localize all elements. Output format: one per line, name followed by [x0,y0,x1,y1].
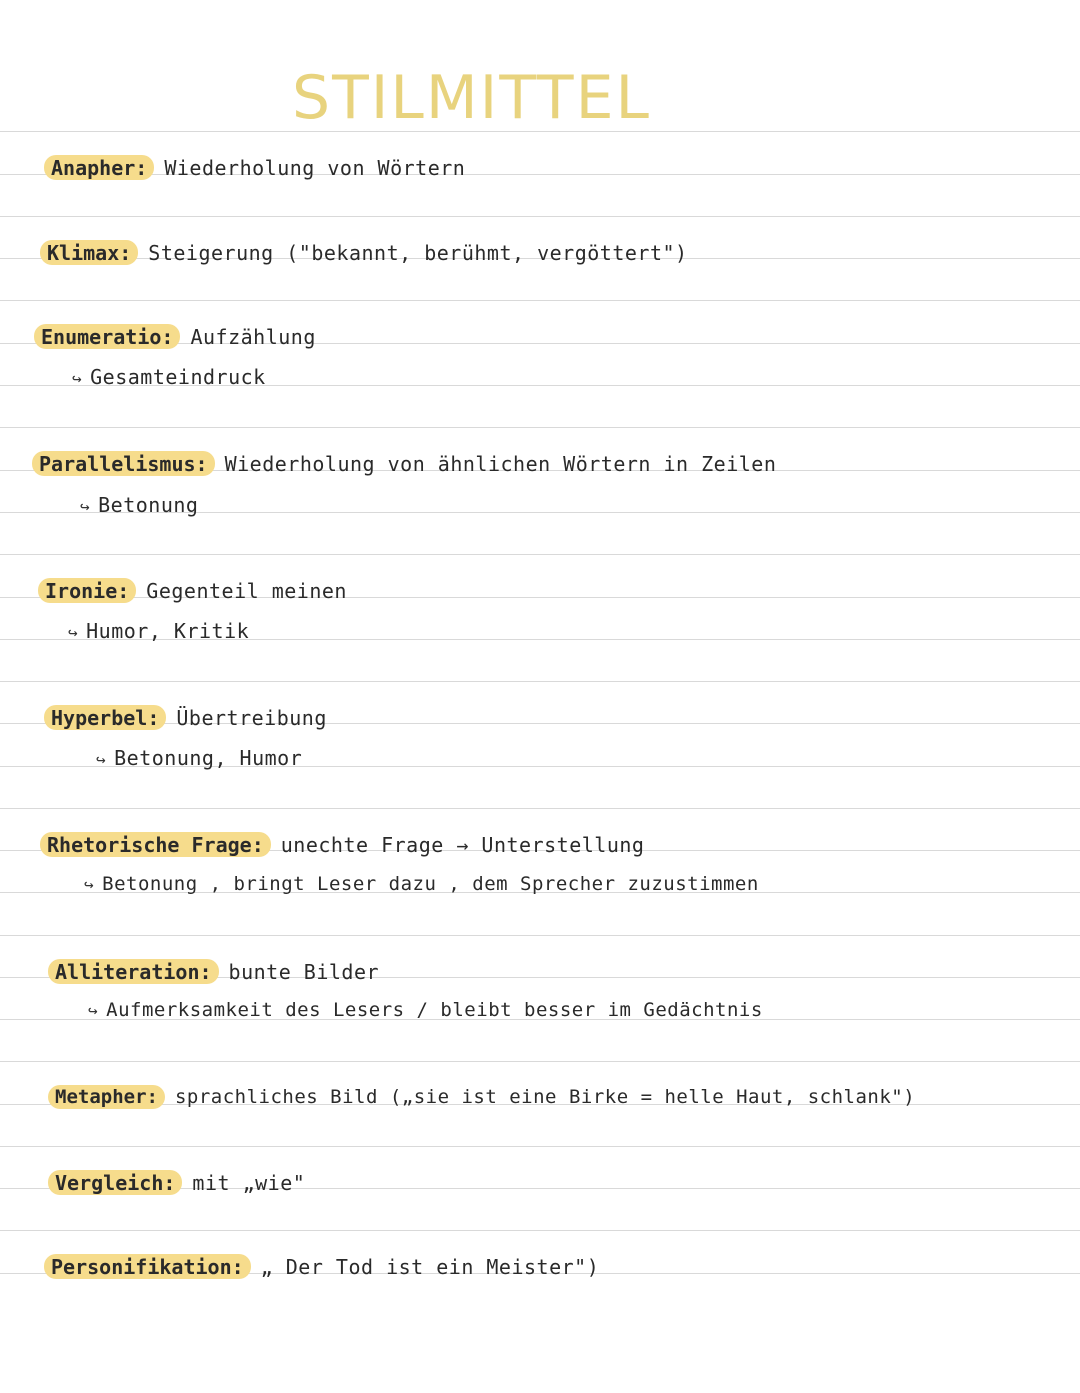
term-definition: bunte Bilder [228,960,380,984]
term-definition: Gegenteil meinen [146,579,347,603]
entry-anapher [44,155,465,180]
entry-ironie [38,578,347,603]
entry-hyperbel [44,705,327,730]
entry-note [84,875,759,894]
entry-personifikation [44,1254,599,1279]
curved-arrow-icon: ↪ [72,369,83,388]
note-text: Gesamteindruck [90,365,266,389]
entry-rhetorische-frage [40,832,644,857]
term-label: Enumeratio: [34,324,180,349]
term-definition: unechte Frage → Unterstellung [280,833,645,857]
ruled-line [0,216,1080,217]
entry-note [80,495,198,515]
term-definition: sprachliches Bild („sie ist eine Birke = helle Haut, schlank") [174,1086,916,1108]
entry-note [96,748,302,768]
note-text: Aufmerksamkeit des Lesers / bleibt besser im Gedächtnis [106,999,763,1021]
curved-arrow-icon: ↪ [84,875,95,894]
entry-note [68,621,249,641]
term-label: Ironie: [38,578,136,603]
term-definition: Aufzählung [190,325,316,349]
term-definition: mit „wie" [192,1171,306,1195]
term-label: Rhetorische Frage: [40,832,271,857]
curved-arrow-icon: ↪ [80,497,91,516]
note-text: Betonung, Humor [114,746,303,770]
term-label: Parallelismus: [32,451,215,476]
curved-arrow-icon: ↪ [68,623,79,642]
term-definition: Steigerung ("bekannt, berühmt, vergöttert") [148,241,688,265]
entry-parallelismus [32,451,776,476]
entry-metapher [48,1085,915,1109]
term-label: Metapher: [48,1085,165,1109]
entry-alliteration [48,959,379,984]
ruled-line [0,1230,1080,1231]
ruled-line [0,300,1080,301]
ruled-line [0,427,1080,428]
term-label: Klimax: [40,240,138,265]
entry-vergleich [48,1170,305,1195]
ruled-line [0,808,1080,809]
term-label: Personifikation: [44,1254,251,1279]
entry-note [72,367,266,387]
term-label: Alliteration: [48,959,219,984]
term-label: Hyperbel: [44,705,166,730]
ruled-line [0,935,1080,936]
page-title: STILMITTEL [292,63,651,133]
entry-klimax [40,240,688,265]
entry-note [88,1001,763,1020]
entry-enumeratio [34,324,316,349]
note-text: Betonung [98,493,199,517]
curved-arrow-icon: ↪ [96,750,107,769]
term-label: Vergleich: [48,1170,182,1195]
ruled-line [0,681,1080,682]
term-definition: „ Der Tod ist ein Meister") [260,1255,600,1279]
note-text: Humor, Kritik [86,619,250,643]
curved-arrow-icon: ↪ [88,1001,99,1020]
ruled-line [0,554,1080,555]
term-definition: Wiederholung von ähnlichen Wörtern in Zeilen [224,452,777,476]
term-label: Anapher: [44,155,154,180]
ruled-line [0,1061,1080,1062]
term-definition: Wiederholung von Wörtern [164,156,466,180]
term-definition: Übertreibung [176,706,327,730]
ruled-line [0,1146,1080,1147]
note-text: Betonung , bringt Leser dazu , dem Sprecher zuzustimmen [102,873,759,895]
